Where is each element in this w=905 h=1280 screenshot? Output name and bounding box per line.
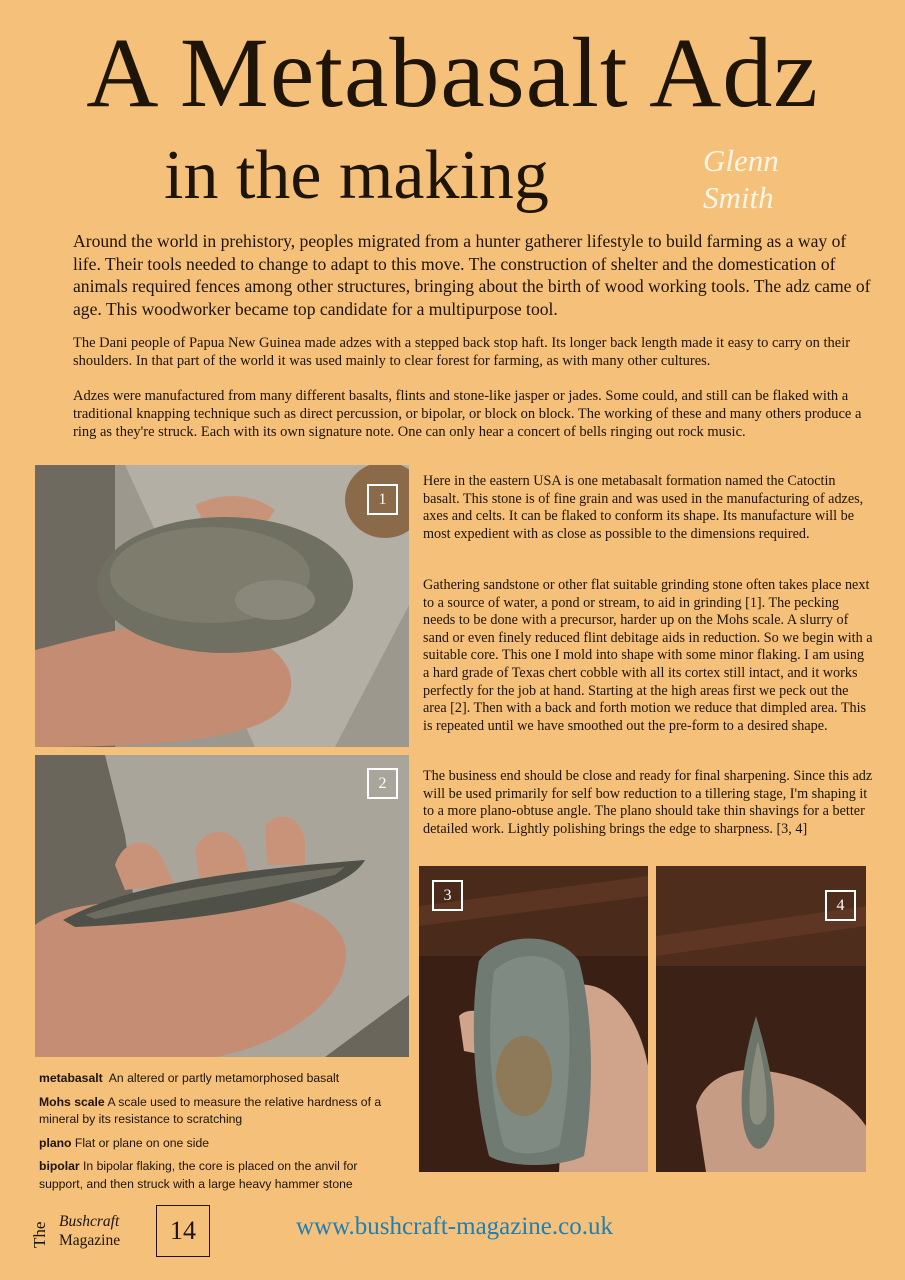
article-title: A Metabasalt Adz (86, 17, 819, 128)
glossary-definition: A scale used to measure the relative hardness of a mineral by its resistance to scratching (39, 1094, 382, 1126)
glossary-definition: An altered or partly metamorphosed basalt (108, 1071, 340, 1085)
photo-number-badge: 2 (367, 768, 398, 799)
article-subtitle: in the making (164, 137, 549, 214)
column-paragraph: The business end should be close and ready for final sharpening. Since this adz will be used primarily for self bow reduction to a tillering stage, I'm shaping it to a more plano-obtuse angle. The plano should take thin shavings for a better detailed work. Lightly polishing brings the edge to sharpness. [3, 4] (423, 768, 873, 837)
glossary-entry (39, 1158, 399, 1193)
author-first-name: Glenn (703, 143, 779, 178)
photo-number-badge: 4 (825, 890, 856, 921)
glossary-definition: In bipolar flaking, the core is placed on the anvil for support, and then struck with a large heavy hammer stone (39, 1159, 358, 1191)
page-number: 14 (156, 1205, 210, 1257)
photo-adz-face-icon (419, 866, 648, 1172)
author-last-name: Smith (703, 180, 774, 215)
magazine-name-line2: Magazine (59, 1232, 121, 1249)
website-link[interactable]: www.bushcraft-magazine.co.uk (296, 1213, 614, 1240)
photo-adz-side-icon (35, 755, 409, 1057)
photo-2 (35, 755, 409, 1057)
body-paragraph: Adzes were manufactured from many different basalts, flints and stone-like jasper or jades. Some could, and still can be flaked with a traditional knapping technique such as direct percussion, or bipolar, or block on block. The working of these and many others produce a ring as they're struck. Each with its own signature note. One can only hear a concert of bells ringing out rock music. (73, 388, 862, 440)
magazine-name (59, 1212, 120, 1250)
photo-4 (656, 866, 866, 1172)
photo-3 (419, 866, 648, 1172)
glossary-entry (39, 1135, 399, 1153)
column-paragraph: Here in the eastern USA is one metabasalt formation named the Catoctin basalt. This stone is of fine grain and was used in the manufacturing of adzes, axes and celts. It can be flaked to conform its shape. Its manufacture will be most expedient with as close as possible to the dimensions required. (423, 473, 864, 542)
glossary-term: plano (39, 1135, 72, 1150)
photo-adz-preform-icon (35, 465, 409, 747)
glossary-definition: Flat or plane on one side (74, 1135, 210, 1150)
body-paragraph: The Dani people of Papua New Guinea made adzes with a stepped back stop haft. Its longer back length made it easy to carry on their shoulders. In that part of the world it was used mainly to clear forest for farming, as with many other cultures. (73, 335, 851, 369)
footer-the: The (30, 1221, 49, 1248)
intro-paragraph: Around the world in prehistory, peoples migrated from a hunter gatherer lifestyle to build farming as a way of life. Their tools needed to change to adapt to this move. The construction of shelter and the domestication of animals required fences among other structures, bringing about the birth of wood working tools. The adz came of age. This woodworker became top candidate for a multipurpose tool. (73, 231, 871, 319)
photo-1 (35, 465, 409, 747)
magazine-name-line1: Bushcraft (59, 1213, 120, 1230)
author-byline (703, 142, 779, 216)
photo-number-badge: 3 (432, 880, 463, 911)
glossary-entry (39, 1094, 399, 1129)
glossary-term: Mohs scale (39, 1094, 105, 1109)
glossary (39, 1070, 399, 1199)
photo-number-badge: 1 (367, 484, 398, 515)
glossary-term: metabasalt (39, 1071, 103, 1085)
glossary-term: bipolar (39, 1159, 80, 1173)
column-paragraph: Gathering sandstone or other flat suitable grinding stone often takes place next to a source of water, a pond or stream, to aid in grinding [1]. The pecking needs to be done with a precursor, harder up on the Mohs scale. A slurry of sand or even finely reduced flint debitage aids in reduction. So we begin with a suitable core. This one I mold into shape with some minor flaking. I am using a hard grade of Texas chert cobble with all its cortex still intact, and it works perfectly for the job at hand. Starting at the high areas first we peck out the area [2]. Then with a back and forth motion we reduce that dimpled area. This is repeated until we have smoothed out the pre-form to a desired shape. (423, 577, 873, 734)
glossary-entry (39, 1070, 399, 1088)
